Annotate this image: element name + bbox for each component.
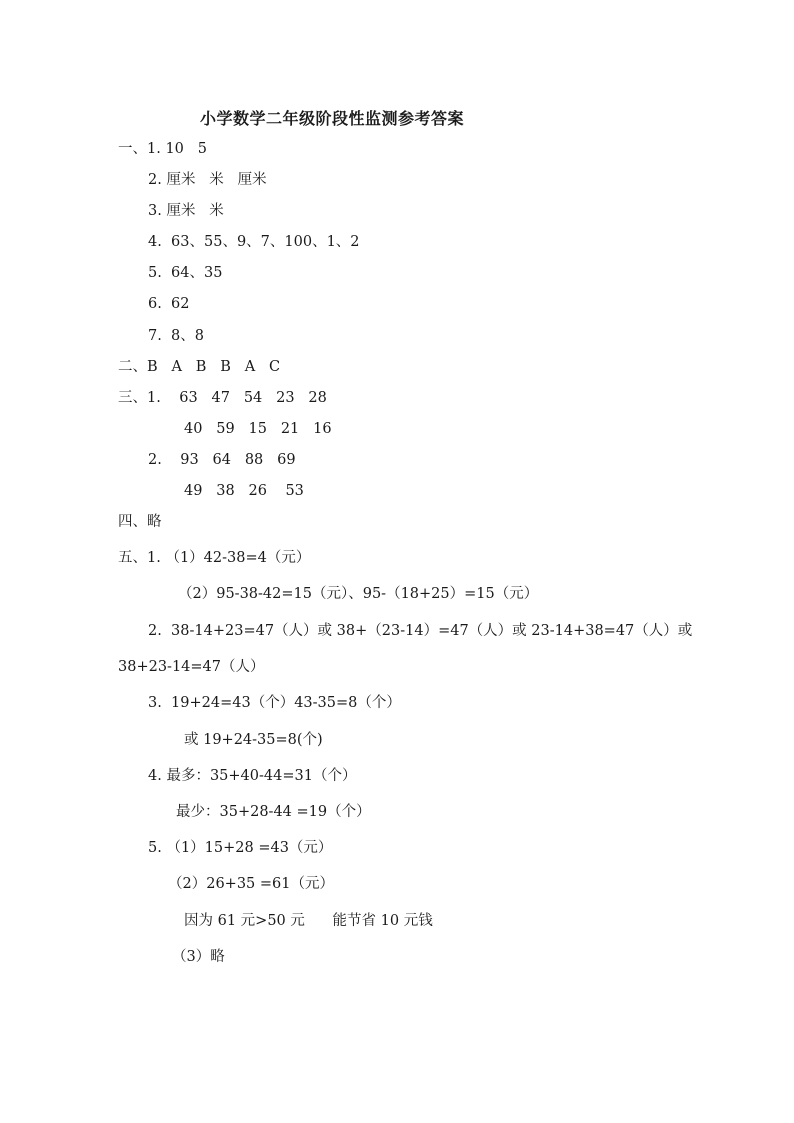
section-4-answer: 四、略 <box>118 514 162 530</box>
section-5-item-1-part-1: 五、1. （1）42-38=4（元） <box>118 550 311 566</box>
section-5-item-2-line-1: 2. 38-14+23=47（人）或 38+（23-14）=47（人）或 23-14+38=47（人）或 <box>148 623 693 639</box>
page-title: 小学数学二年级阶段性监测参考答案 <box>200 109 465 128</box>
section-5-item-2-line-2: 38+23-14=47（人） <box>118 659 265 675</box>
section-1-item-1: 一、1. 10 5 <box>118 141 207 157</box>
section-1-item-7: 7. 8、8 <box>148 328 205 344</box>
section-5-item-5-conclusion: 因为 61 元>50 元 能节省 10 元钱 <box>184 913 433 929</box>
section-1-item-6: 6. 62 <box>148 296 190 312</box>
section-5-item-4-min: 最少：35+28-44 =19（个） <box>176 804 371 820</box>
section-5-item-1-part-2: （2）95-38-42=15（元）、95-（18+25）=15（元） <box>178 586 539 602</box>
section-3-item-1-row-1: 三、1. 63 47 54 23 28 <box>118 390 327 406</box>
section-1-item-2: 2. 厘米 米 厘米 <box>148 172 267 188</box>
section-1-item-5: 5. 64、35 <box>148 265 223 281</box>
section-3-item-1-row-2: 40 59 15 21 16 <box>184 421 332 437</box>
section-5-item-3-line-1: 3. 19+24=43（个）43-35=8（个） <box>148 695 401 711</box>
section-5-item-5-part-2: （2）26+35 =61（元） <box>168 876 334 892</box>
section-5-item-3-line-2: 或 19+24-35=8(个) <box>184 732 323 748</box>
section-5-item-5-part-1: 5. （1）15+28 =43（元） <box>148 840 333 856</box>
section-1-item-4: 4. 63、55、9、7、100、1、2 <box>148 234 360 250</box>
section-1-item-3: 3. 厘米 米 <box>148 203 224 219</box>
section-5-item-4-max: 4. 最多：35+40-44=31（个） <box>148 768 357 784</box>
section-5-item-5-part-3: （3）略 <box>172 949 225 965</box>
section-3-item-2-row-1: 2. 93 64 88 69 <box>148 452 296 468</box>
section-3-item-2-row-2: 49 38 26 53 <box>184 483 304 499</box>
section-2-answers: 二、B A B B A C <box>118 359 281 375</box>
